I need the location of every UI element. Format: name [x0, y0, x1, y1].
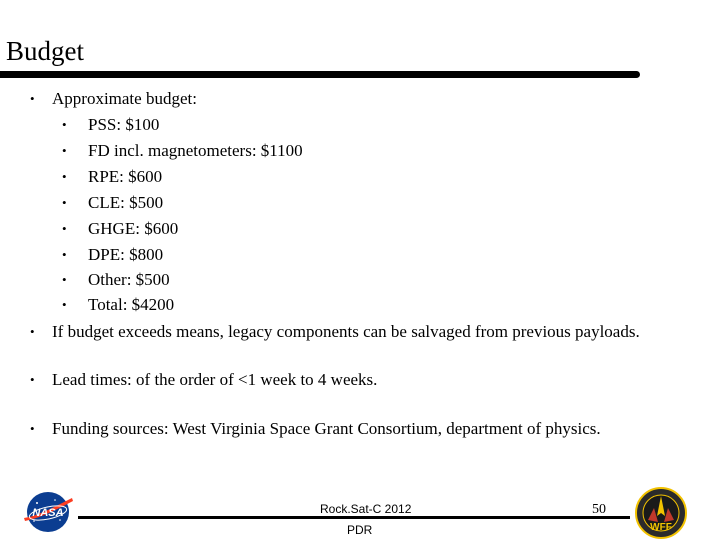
footer-review: PDR — [347, 523, 373, 537]
bullet-funding-sources: Funding sources: West Virginia Space Grant Consortium, department of physics. — [52, 419, 601, 438]
slide-title: Budget — [6, 36, 84, 66]
budget-item-ghge: GHGE: $600 — [88, 219, 179, 238]
budget-item-pss: PSS: $100 — [88, 115, 160, 134]
wff-logo-text: WFF — [650, 522, 672, 533]
bullet: • — [30, 324, 35, 339]
budget-item-other: Other: $500 — [88, 270, 170, 289]
budget-item-rpe: RPE: $600 — [88, 167, 163, 186]
wff-logo — [634, 486, 688, 540]
bullet: • — [30, 372, 35, 387]
nasa-logo — [22, 490, 74, 534]
page-number: 50 — [592, 502, 606, 517]
sub-bullet: • — [62, 143, 67, 158]
bullet: • — [30, 421, 35, 436]
budget-item-fd: FD incl. magnetometers: $1100 — [88, 141, 303, 160]
sub-bullet: • — [62, 169, 67, 184]
footer-rule — [78, 516, 630, 519]
sub-bullet: • — [62, 221, 67, 236]
sub-bullet: • — [62, 297, 67, 312]
nasa-logo-text: NASA — [32, 507, 64, 519]
sub-bullet: • — [62, 117, 67, 132]
budget-item-cle: CLE: $500 — [88, 193, 164, 212]
footer-event: Rock.Sat-C 2012 — [320, 502, 412, 516]
budget-item-total: Total: $4200 — [88, 295, 175, 314]
sub-bullet: • — [62, 247, 67, 262]
bullet-lead-times: Lead times: of the order of <1 week to 4 weeks. — [52, 370, 378, 389]
bullet: • — [30, 91, 35, 106]
nasa-meatball-icon — [22, 490, 74, 534]
sub-bullet: • — [62, 272, 67, 287]
bullet-approximate-budget: Approximate budget: — [52, 89, 197, 108]
title-rule — [0, 71, 640, 78]
budget-item-dpe: DPE: $800 — [88, 245, 164, 264]
sub-bullet: • — [62, 195, 67, 210]
bullet-budget-exceeds: If budget exceeds means, legacy components can be salvaged from previous payloads. — [52, 322, 640, 341]
wallops-flight-facility-icon — [634, 486, 688, 540]
